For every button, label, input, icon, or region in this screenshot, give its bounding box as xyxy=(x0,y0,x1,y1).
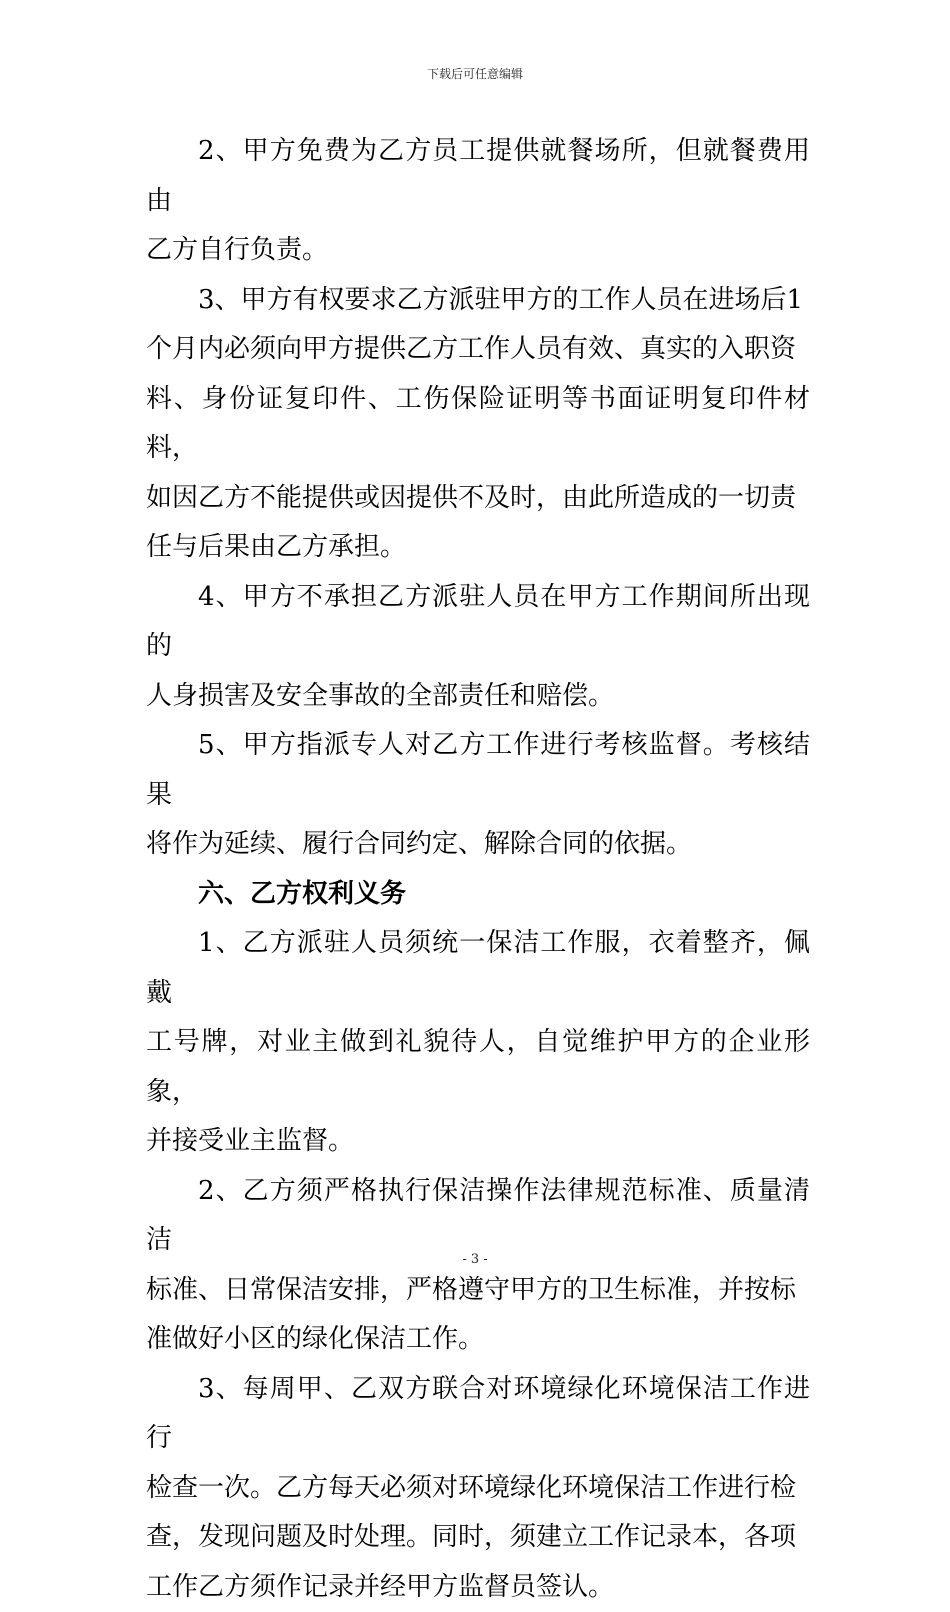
document-body xyxy=(146,127,810,1612)
paragraph-b3-inspection: 3、每周甲、乙双方联合对环境绿化环境保洁工作进行 检查一次。乙方每天必须对环境绿化环境保洁工作进行检 查，发现问题及时处理。同时，须建立工作记录本，各项 工作乙方须作记录并经甲方监督员签认。 xyxy=(146,1365,810,1612)
paragraph-2-dining: 2、甲方免费为乙方员工提供就餐场所，但就餐费用由 乙方自行负责。 xyxy=(146,127,810,276)
paragraph-3-documents: 3、甲方有权要求乙方派驻甲方的工作人员在进场后1 个月内必须向甲方提供乙方工作人员有效、真实的入职资 料、身份证复印件、工伤保险证明等书面证明复印件材料， 如因乙方不能提供或因提供不及时，由此所造成的一切责 任与后果由乙方承担。 xyxy=(146,276,810,573)
paragraph-b2-standards: 2、乙方须严格执行保洁操作法律规范标准、质量清洁 标准、日常保洁安排，严格遵守甲方的卫生标准，并按标 准做好小区的绿化保洁工作。 xyxy=(146,1167,810,1365)
paragraph-5-supervision: 5、甲方指派专人对乙方工作进行考核监督。考核结果 将作为延续、履行合同约定、解除合同的依据。 xyxy=(146,721,810,870)
header-note: 下载后可任意编辑 xyxy=(0,66,950,82)
paragraph-b1-uniform: 1、乙方派驻人员须统一保洁工作服，衣着整齐，佩戴 工号牌，对业主做到礼貌待人，自觉维护甲方的企业形象， 并接受业主监督。 xyxy=(146,919,810,1167)
page-number: - 3 - xyxy=(0,1252,950,1268)
section-heading-party-b: 六、乙方权利义务 xyxy=(146,870,810,920)
paragraph-4-liability: 4、甲方不承担乙方派驻人员在甲方工作期间所出现的 人身损害及安全事故的全部责任和赔偿。 xyxy=(146,573,810,722)
